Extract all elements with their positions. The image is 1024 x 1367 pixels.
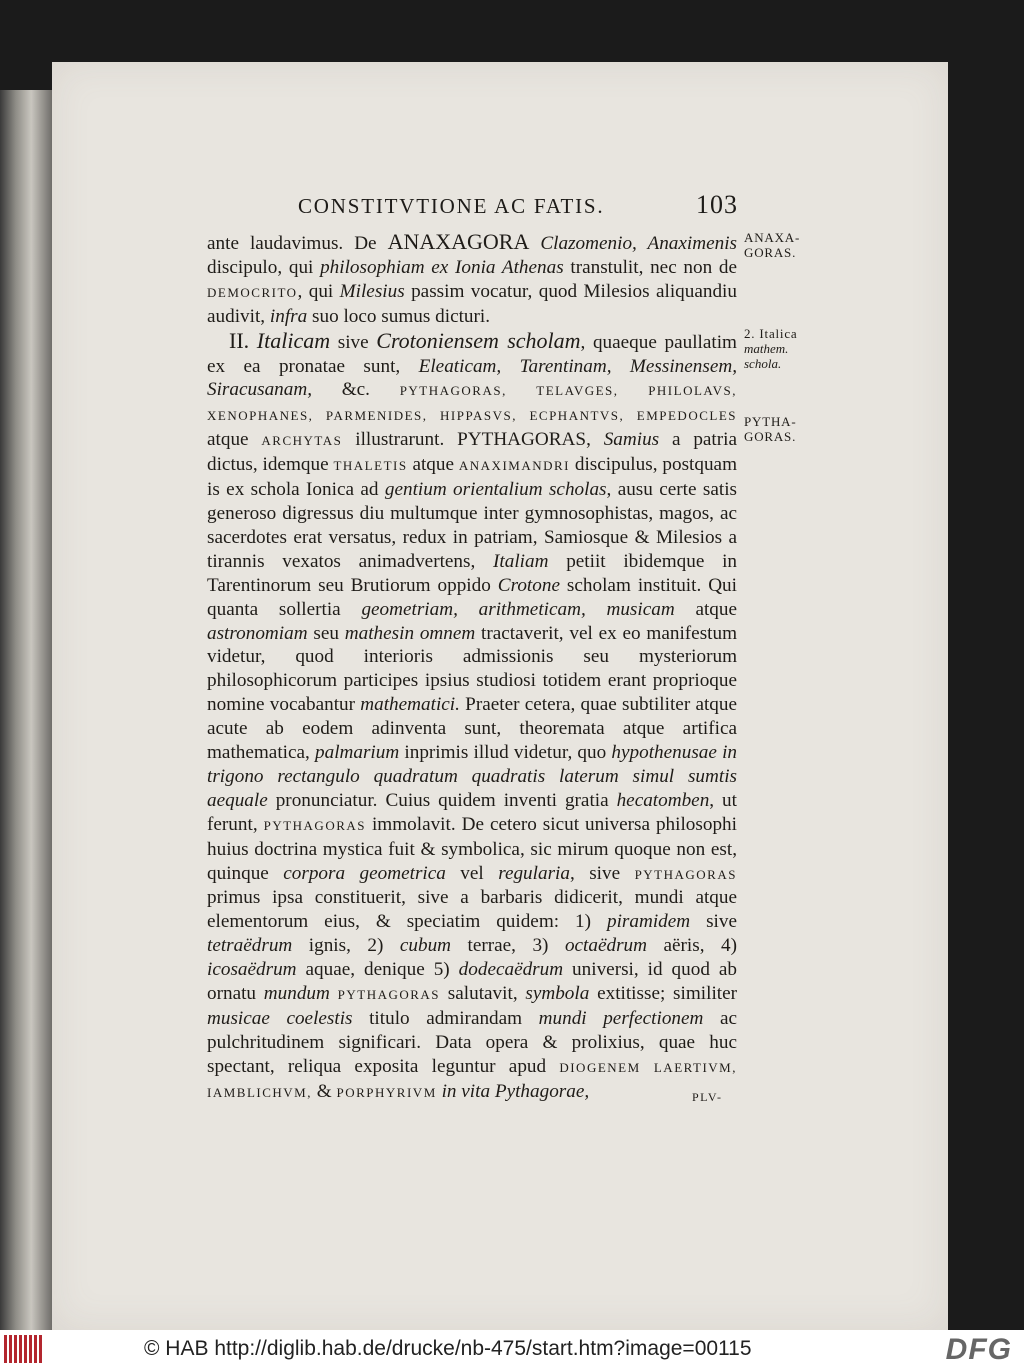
italic-run: Crotoniensem scholam (376, 327, 581, 353)
copyright-link[interactable]: © HAB http://diglib.hab.de/drucke/nb-475/start.htm?image=00115 (144, 1336, 752, 1360)
text-run: , qui (297, 280, 340, 302)
italic-run: tetraëdrum (207, 935, 293, 957)
italic-run: corpora geometrica (283, 862, 446, 884)
margin-note-line: ANAXA- (744, 230, 801, 245)
text-run: tractaverit, vel ex eo manifestum videtur, quod interioris admissionis seu mysteriorum philosophicorum participes ipsius studiosi totidem erant proprioque nomine vocabantur (207, 622, 738, 716)
text-run: universi, id quod ab ornatu (207, 959, 737, 1005)
text-run: a patria dictus, idemque (207, 429, 737, 476)
running-header (298, 190, 738, 224)
text-run: atque (674, 598, 737, 620)
text-run: transtulit, nec non de (563, 256, 738, 278)
name-anaxagora: ANAXAGORA (387, 229, 530, 254)
italic-run: mathematici. (360, 694, 460, 716)
text-run: , quaeque paullatim ex ea pronatae sunt, (207, 331, 737, 377)
italic-run: gentium orientalium scholas (384, 479, 607, 501)
text-run: suo loco sumus dicturi. (307, 305, 491, 327)
smallcaps-run: PYTHAGORAS (263, 817, 366, 833)
text-run: immolavit. De cetero sicut universa philosophi huius doctrina mystica fuit & symbolica, sic mirum quoque non est, quinque (207, 813, 737, 884)
italic-run: palmarium (315, 742, 400, 764)
smallcaps-run: DIOGENEM LAERTIVM, IAMBLICHVM, (207, 1059, 737, 1100)
italic-run: Milesius (339, 280, 405, 302)
smallcaps-run: ANAXIMANDRI (458, 458, 570, 474)
italic-run: astronomiam (207, 622, 308, 644)
text-run: extitisse; similiter (589, 983, 738, 1005)
smallcaps-run: ARCHYTAS (261, 433, 343, 449)
text-run: salutavit, (440, 983, 526, 1005)
text-run: sive (690, 911, 737, 933)
book-spine-edge (0, 90, 52, 1330)
text-run: primus ipsa constituerit, sive a barbaris didicerit, mundi atque elementorum eius, & speciatim quidem: 1) (207, 887, 737, 933)
page-number: 103 (696, 190, 738, 219)
text-run: & (311, 1080, 337, 1102)
section-numeral: II. (229, 327, 250, 353)
smallcaps-run: PORPHYRIVM (336, 1084, 437, 1100)
italic-run: Italiam (493, 550, 549, 572)
text-run: discipulus, postquam is ex schola Ionica ad (207, 454, 737, 501)
italic-run: symbola (525, 983, 590, 1005)
italic-run: hypothenusae in trigono rectangulo quadratum quadratis laterum simul sumtis aequale (207, 742, 737, 811)
italic-run: piramidem (606, 911, 691, 933)
text-run: pronunciatur. Cuius quidem inventi gratia (267, 789, 617, 811)
text-run (330, 983, 338, 1004)
italic-run: philosophiam ex Ionia Athenas (320, 256, 564, 278)
text-run: , ausu certe satis generoso digressus diu multumque inter gymnosophistas, magos, ac sacerdotes erat versatus, redux in patriam, Samiosque & Milesios a tirannis vexatos animadvertens, (207, 479, 738, 572)
text-run: , ut ferunt, (207, 789, 737, 835)
italic-run: Crotone (497, 574, 560, 596)
italic-run: hecatomben (616, 789, 710, 811)
text-run: ante laudavimus. De (207, 233, 388, 254)
smallcaps-run: PYTHAGORAS (634, 866, 737, 882)
text-run: aquae, denique 5) (296, 959, 459, 981)
italic-run: Italicam (256, 327, 331, 353)
dfg-logo: DFG (945, 1333, 1012, 1366)
margin-note-line: schola. (744, 356, 782, 371)
text-run: Praeter cetera, quae subtiliter atque acute ab eodem adinventa sunt, theoremata atque artifica mathematica, (207, 694, 737, 764)
barcode-icon (4, 1335, 44, 1363)
italic-run: regularia (498, 862, 570, 884)
text-run: passim vocatur, quod Milesios aliquandiu audivit, (207, 280, 737, 327)
italic-run: cubum (399, 935, 452, 957)
text-run: discipulo, qui (207, 256, 321, 278)
text-run: , sive (569, 862, 635, 884)
margin-note-line: 2. Italica (744, 326, 798, 341)
smallcaps-run: THALETIS (333, 458, 408, 474)
italic-run: icosaëdrum (207, 959, 297, 981)
margin-note-anaxagoras (744, 230, 816, 260)
smallcaps-run: PYTHAGORAS, TELAVGES, PHILOLAVS, XENOPHANES, PARMENIDES, HIPPASVS, ECPHANTVS, EMPEDOCLES (207, 383, 737, 424)
italic-run: geometriam, arithmeticam, musicam (361, 598, 675, 620)
main-text-block (207, 230, 737, 1105)
paragraph-1 (207, 230, 737, 329)
text-run: ignis, 2) (292, 935, 400, 957)
italic-run: octaëdrum (564, 935, 647, 957)
margin-note-line: PYTHA- (744, 414, 797, 429)
italic-run: dodecaëdrum (458, 959, 564, 981)
text-run: ac pulchritudinem significari. Data opera & prolixius, quae huc spectant, reliqua exposita leguntur apud (207, 1008, 737, 1077)
text-run: seu (307, 622, 345, 644)
text-run: terrae, 3) (451, 935, 565, 957)
italic-run: Samius (603, 429, 660, 451)
text-run: scholam instituit. Qui quanta sollertia (207, 574, 737, 620)
text-run: aëris, 4) (647, 935, 737, 957)
italic-run: Clazomenio, Anaximenis (540, 233, 737, 254)
italic-run: musicae coelestis (207, 1008, 353, 1029)
text-run: atque (407, 454, 459, 476)
text-run: inprimis illud videtur, quo (399, 742, 612, 764)
text-run: atque (207, 429, 262, 451)
text-run: petiit ibidemque in Tarentinorum seu Brutiorum oppido (207, 550, 737, 596)
italic-run: mundi perfectionem (538, 1008, 704, 1029)
margin-note-italica (744, 326, 816, 371)
margin-note-pythagoras (744, 414, 816, 444)
text-run: &c. (312, 379, 400, 401)
margin-note-line: GORAS. (744, 245, 797, 260)
margin-note-line: GORAS. (744, 429, 797, 444)
italic-run: mundum (263, 983, 330, 1005)
paragraph-2 (207, 329, 737, 1105)
smallcaps-run: DEMOCRITO (207, 284, 298, 300)
italic-run: Eleaticam, Tarentinam, Messinensem, Siracusanam, (207, 355, 738, 401)
viewer-footer (0, 1330, 1024, 1367)
catchword: PLV- (692, 1090, 723, 1104)
italic-run: mathesin omnem (344, 622, 476, 644)
text-run (529, 233, 540, 254)
text-run: sive (330, 331, 377, 353)
text-run: illustrarunt. PYTHAGORAS, (342, 429, 604, 451)
running-title: CONSTITVTIONE AC FATIS. (298, 194, 605, 218)
italic-run: infra (269, 305, 308, 327)
margin-note-line: mathem. (744, 341, 789, 356)
smallcaps-run: PYTHAGORAS (337, 987, 441, 1003)
italic-run: in vita Pythagorae, (441, 1080, 590, 1102)
text-run: titulo admirandam (352, 1008, 539, 1029)
text-run: vel (445, 862, 499, 884)
